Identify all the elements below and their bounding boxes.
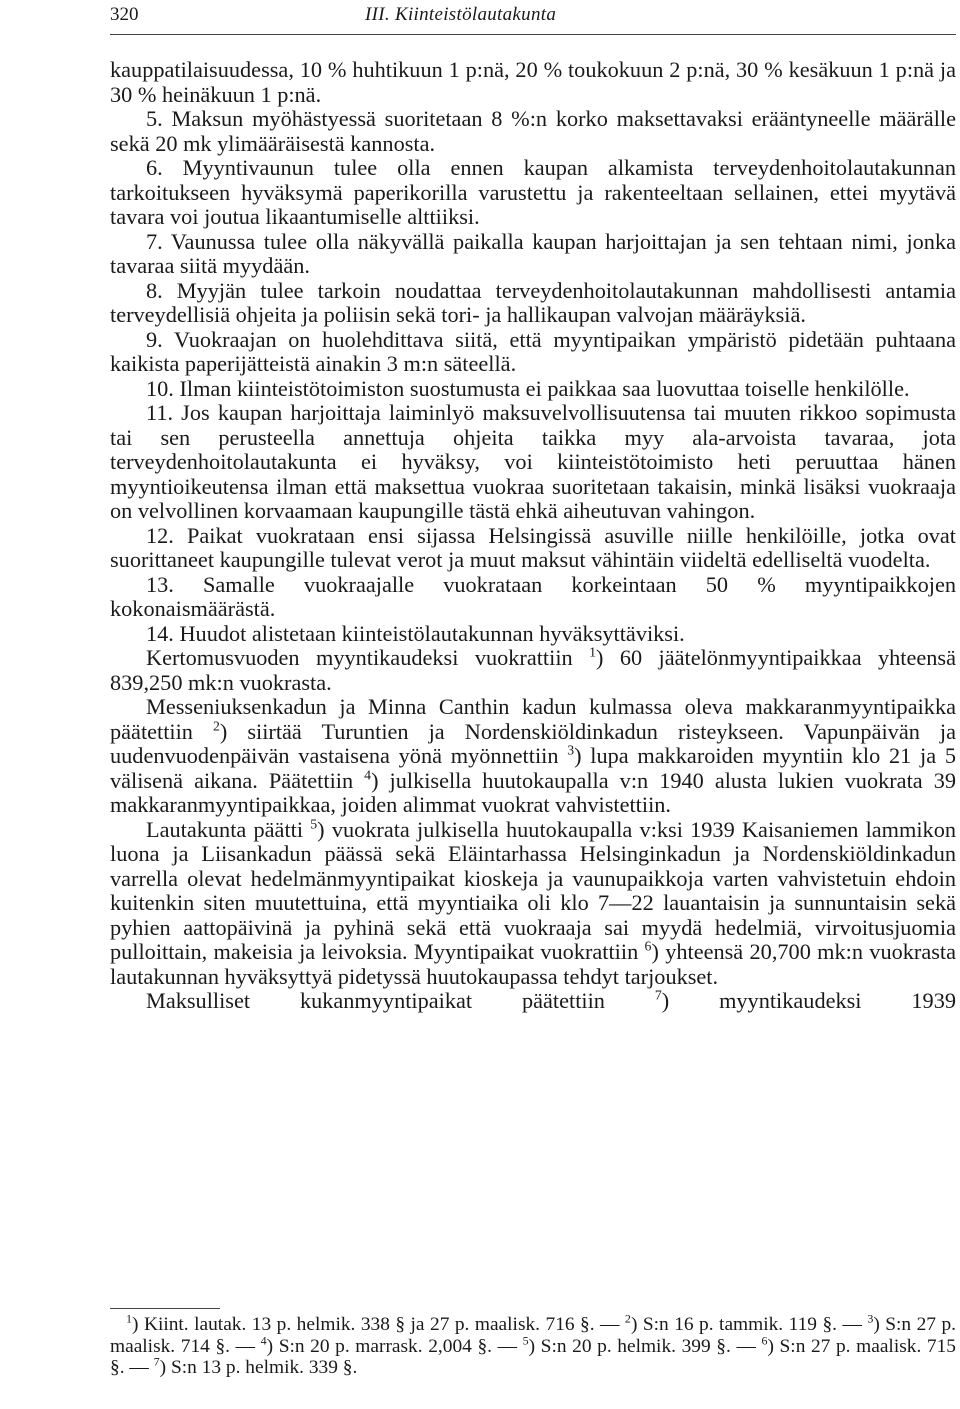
paragraph: 7. Vaunussa tulee olla näkyvällä paikalla kaupan harjoittajan ja sen tehtaan nimi, jonka tavaraa siitä myydään.: [110, 228, 956, 278]
footnote-ref: 4: [364, 767, 372, 783]
paragraph: 11. Jos kaupan harjoittaja laiminlyö maksuvelvollisuutensa tai muuten rikkoo sopimusta tai sen perusteella annettuja ohjeita taikka myy ala-arvoista tavaraa, jota terveydenhoitolautakunta ei hyväksy, voi kiinteistötoimisto heti peruuttaa hänen myyntioikeutensa ilman että maksettua vuokraa suoritetaan takaisin, minkä lisäksi vuokraaja on velvollinen korvaamaan kaupungille tästä ehkä aiheutuvan vahingon.: [110, 400, 956, 523]
paragraph: 10. Ilman kiinteistötoimiston suostumusta ei paikkaa saa luovuttaa toiselle henkilölle.: [146, 375, 910, 401]
paragraph: 12. Paikat vuokrataan ensi sijassa Helsingissä asuville niille henkilöille, jotka ovat suorittaneet kaupungille tulevat verot ja muut maksut vähintäin viideltä edelliseltä vuodelta.: [110, 522, 956, 572]
text-run: ) siirtää Turuntien ja Nordenskiöldinkadun risteykseen. Vapunpäivän ja uudenvuodenpäivän vastaisena yönä myönnettiin: [110, 718, 956, 768]
text-run: ) julkisella huutokaupalla v:n 1940 alusta lukien vuokrata 39 makkaranmyyntipaikkaa, joiden alimmat vuokrat vahvistettiin.: [110, 767, 957, 817]
text-run: ) S:n 20 p. marrask. 2,004 §. —: [266, 1335, 523, 1357]
footnote-marker: 5: [522, 1333, 529, 1348]
footnote-marker: 1: [126, 1311, 133, 1326]
text-run: Kertomusvuoden myyntikaudeksi vuokrattiin: [146, 645, 590, 670]
text-run: ) vuokrata julkisella huutokaupalla v:ksi 1939 Kaisaniemen lammikon luona ja Liisankadun päässä sekä Eläintarhassa Helsinginkadun ja Nordenskiöldinkadun varrella olevat hedelmänmyyntipaikat kioskeja ja vaunupaikkoja varten vahvistetuin ehdoin kuitenkin siten muutettuina, että myyntiaika oli klo 7—22 lauantaisin ja sunnuntaisin sekä pyhien aattopäivinä ja pyhinä sekä että vuokraaja sai myydä hedelmiä, virvoitusjuomia pulloittain, makeisia ja leivoksia. Myyntipaikat vuokrattiin: [110, 816, 956, 964]
paragraph: 6. Myyntivaunun tulee olla ennen kaupan alkamista terveydenhoitolautakunnan tarkoitukseen hyväksymä paperikorilla varustettu ja rakenteeltaan sellainen, ettei myytävä tavara voi joutua likaantumiselle alttiiksi.: [110, 155, 956, 229]
footnote-marker: 3: [867, 1311, 874, 1326]
footnote-marker: 6: [761, 1333, 768, 1348]
text-run: ) lupa makkaroiden myyntiin klo 21 ja 5 välisenä aikana. Päätettiin: [110, 743, 956, 793]
paragraph: [110, 818, 956, 990]
paragraph: [110, 695, 956, 818]
footnote-text: [110, 1311, 956, 1379]
text-run: ) S:n 13 p. helmik. 339 §.: [159, 1357, 358, 1378]
text-run: Messeniuksenkadun ja Minna Canthin kadun kulmassa oleva makkaranmyyntipaikka päätettiin: [110, 694, 956, 744]
paragraph: 13. Samalle vuokraajalle vuokrataan korkeintaan 50 % myyntipaikkojen kokonaismäärästä.: [110, 571, 956, 621]
text-run: ) yhteensä 20,700 mk:n vuokrasta lautakunnan hyväksyttyä pidetyssä huutokaupassa tehdyt tarjoukset.: [110, 939, 956, 989]
paragraph: 9. Vuokraajan on huolehdittava siitä, että myyntipaikan ympäristö pidetään puhtaana kaikista paperijätteistä ainakin 3 m:n säteellä.: [110, 326, 956, 376]
paragraph: 5. Maksun myöhästyessä suoritetaan 8 %:n korko maksettavaksi erääntyneelle määrälle sekä 20 mk ylimääräisestä kannosta.: [110, 106, 956, 156]
text-run: ) S:n 20 p. helmik. 399 §. —: [528, 1335, 762, 1357]
footnote-rule: [110, 1308, 220, 1309]
footnote-marker: 4: [260, 1333, 267, 1348]
footnote-marker: 7: [153, 1354, 160, 1369]
text-run: ) myyntikaudeksi 1939: [661, 988, 956, 1013]
running-title: III. Kiinteistölautakunta: [365, 4, 557, 25]
text-run: Maksulliset kukanmyyntipaikat päätettiin: [146, 988, 655, 1013]
footnote-ref: 3: [567, 742, 575, 758]
body-text: [110, 58, 956, 1014]
text-run: ) 60 jäätelönmyyntipaikkaa yhteensä 839,250 mk:n vuokrasta.: [110, 645, 957, 695]
footnote-ref: 1: [589, 644, 596, 660]
paragraph: 8. Myyjän tulee tarkoin noudattaa terveydenhoitolautakunnan mahdollisesti antamia terveydellisiä ohjeita ja poliisin sekä tori- ja hallikaupan valvojan määräyksiä.: [110, 277, 956, 327]
text-run: ) S:n 27 p. maalisk. 714 §. —: [110, 1314, 956, 1357]
footnote-ref: 2: [212, 718, 220, 734]
text-run: ) S:n 16 p. tammik. 119 §. —: [630, 1314, 868, 1335]
header-rule: [110, 34, 956, 35]
text-run: ) S:n 27 p. maalisk. 715 §. —: [110, 1335, 956, 1378]
footnotes: [110, 1311, 956, 1379]
page-number: 320: [110, 4, 139, 25]
paragraph: [110, 646, 956, 695]
paragraph: kauppatilaisuudessa, 10 % huhtikuun 1 p:nä, 20 % toukokuun 2 p:nä, 30 % kesäkuun 1 p:nä ja 30 % heinäkuun 1 p:nä.: [110, 57, 956, 107]
paragraph: [110, 989, 956, 1014]
footnote-marker: 2: [624, 1311, 631, 1326]
footnote-ref: 5: [310, 816, 318, 832]
footnote-ref: 7: [654, 987, 662, 1003]
footnote-ref: 6: [644, 938, 652, 954]
page-header: [110, 4, 956, 34]
text-run: Lautakunta päätti: [146, 816, 311, 842]
paragraph: 14. Huudot alistetaan kiinteistölautakunnan hyväksyttäviksi.: [146, 620, 685, 646]
text-run: ) Kiint. lautak. 13 p. helmik. 338 § ja 27 p. maalisk. 716 §. —: [132, 1314, 625, 1335]
